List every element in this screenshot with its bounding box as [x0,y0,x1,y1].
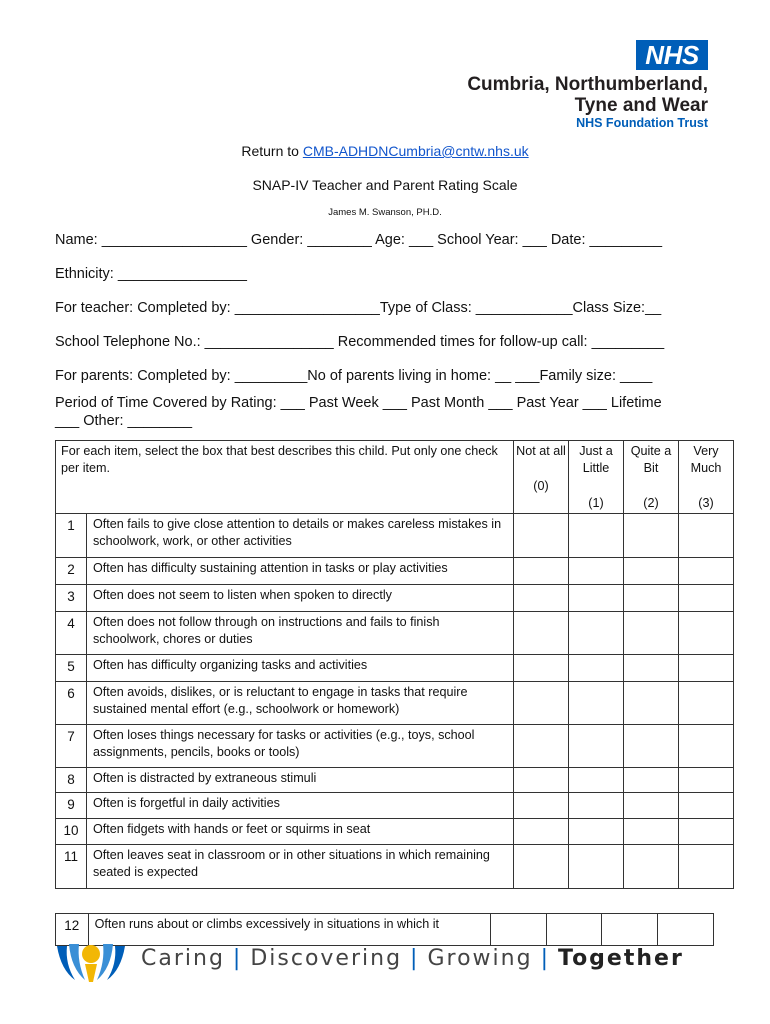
rating-box[interactable] [514,793,569,819]
option-code: (0) [533,479,549,493]
slogan-caring: Caring [141,946,225,971]
rating-box[interactable] [514,655,569,682]
item-text: Often fails to give close attention to details or makes careless mistakes in schoolwork, work, or other activities [87,514,514,558]
rating-box[interactable] [624,768,679,793]
field-line-teacher[interactable]: For teacher: Completed by: __________________Type of Class: ____________Class Size:__ [55,300,662,316]
footer-slogan [141,946,684,971]
option-code: (2) [643,496,659,510]
rating-box[interactable] [679,558,734,585]
item-number: 2 [56,558,87,585]
rating-box[interactable] [569,655,624,682]
form-title: SNAP-IV Teacher and Parent Rating Scale [252,177,518,193]
return-email-link[interactable]: CMB-ADHDNCumbria@cntw.nhs.uk [302,143,529,159]
rating-box[interactable] [679,793,734,819]
rating-box[interactable] [569,725,624,768]
field-line-period[interactable]: Period of Time Covered by Rating: ___ Past Week ___ Past Month ___ Past Year ___ Lifetime [55,395,662,411]
rating-box[interactable] [624,845,679,889]
item-text: Often runs about or climbs excessively in situations in which it [88,914,490,946]
item-number: 10 [56,819,87,845]
item-text: Often has difficulty sustaining attention in tasks or play activities [87,558,514,585]
rating-table [55,440,734,889]
item-text: Often leaves seat in classroom or in other situations in which remaining seated is expected [87,845,514,889]
slogan-discovering: Discovering [250,946,403,971]
rating-box[interactable] [624,793,679,819]
table-row [56,768,734,793]
rating-box[interactable] [624,819,679,845]
option-label: Just a Little [579,444,613,475]
item-number: 7 [56,725,87,768]
rating-box[interactable] [624,682,679,725]
table-row [56,914,714,946]
item-text: Often loses things necessary for tasks or activities (e.g., toys, school assignments, pencils, books or tools) [87,725,514,768]
rating-box[interactable] [514,514,569,558]
table-header-row [56,441,734,514]
option-header [514,441,569,514]
rating-box[interactable] [569,845,624,889]
slogan-separator: | [540,946,550,971]
nhs-logo-badge: NHS [636,40,708,70]
item-number: 3 [56,585,87,612]
instructions-cell [56,441,514,514]
rating-box[interactable] [679,682,734,725]
rating-box[interactable] [679,655,734,682]
rating-box[interactable] [624,612,679,655]
item-number: 4 [56,612,87,655]
rating-table-continued [55,913,714,946]
trust-name-line3: NHS Foundation Trust [576,116,708,130]
rating-box[interactable] [624,585,679,612]
field-line-other[interactable]: ___ Other: ________ [55,413,193,429]
rating-box[interactable] [514,768,569,793]
field-line-parents[interactable]: For parents: Completed by: _________No of parents living in home: __ ___Family size: ____ [55,368,653,384]
rating-box[interactable] [679,514,734,558]
item-number: 5 [56,655,87,682]
item-number: 8 [56,768,87,793]
trust-name-line1: Cumbria, Northumberland, [467,74,708,95]
item-number: 11 [56,845,87,889]
item-text: Often does not follow through on instructions and fails to finish schoolwork, chores or duties [87,612,514,655]
rating-box[interactable] [569,558,624,585]
item-text: Often fidgets with hands or feet or squirms in seat [87,819,514,845]
rating-box[interactable] [569,768,624,793]
rating-box[interactable] [569,793,624,819]
instructions-text: For each item, select the box that best describes this child. Put only one check per item. [61,444,498,475]
rating-box[interactable] [624,558,679,585]
rating-box[interactable] [514,558,569,585]
return-prefix: Return to [241,143,303,159]
slogan-separator: | [410,946,420,971]
table-row [56,682,734,725]
rating-box[interactable] [546,914,602,946]
field-line-name[interactable]: Name: __________________ Gender: ________ Age: ___ School Year: ___ Date: _________ [55,232,663,248]
rating-box[interactable] [569,585,624,612]
option-label: Quite a Bit [630,444,672,475]
rating-box[interactable] [679,612,734,655]
rating-box[interactable] [569,682,624,725]
option-code: (3) [698,496,714,510]
rating-box[interactable] [602,914,658,946]
rating-box[interactable] [514,845,569,889]
field-line-telephone[interactable]: School Telephone No.: ________________ Recommended times for follow-up call: _________ [55,334,665,350]
rating-box[interactable] [514,682,569,725]
rating-box[interactable] [490,914,546,946]
rating-box[interactable] [514,725,569,768]
rating-box[interactable] [514,612,569,655]
rating-box[interactable] [569,612,624,655]
item-text: Often is distracted by extraneous stimuli [87,768,514,793]
rating-box[interactable] [569,819,624,845]
option-label: Not at all [516,444,566,458]
rating-box[interactable] [569,514,624,558]
table-row [56,558,734,585]
item-number: 6 [56,682,87,725]
option-header [569,441,624,514]
rating-box[interactable] [679,585,734,612]
table-row [56,585,734,612]
rating-box[interactable] [679,819,734,845]
rating-box[interactable] [624,725,679,768]
rating-box[interactable] [679,768,734,793]
item-text: Often avoids, dislikes, or is reluctant to engage in tasks that require sustained mental effort (e.g., schoolwork or homework) [87,682,514,725]
item-text: Often has difficulty organizing tasks and activities [87,655,514,682]
table-row [56,655,734,682]
rating-box[interactable] [658,914,714,946]
trust-footer-logo-icon [55,940,127,984]
rating-box[interactable] [679,845,734,889]
option-header [624,441,679,514]
trust-name-line2: Tyne and Wear [574,95,708,116]
item-text: Often is forgetful in daily activities [87,793,514,819]
slogan-growing: Growing [427,946,533,971]
rating-box[interactable] [624,655,679,682]
rating-box[interactable] [514,585,569,612]
option-code: (1) [588,496,604,510]
item-text: Often does not seem to listen when spoken to directly [87,585,514,612]
table-row [56,612,734,655]
table-row [56,793,734,819]
option-label: Very Much [690,444,722,475]
field-line-ethnicity[interactable]: Ethnicity: ________________ [55,266,247,282]
slogan-together: Together [557,946,684,971]
rating-box[interactable] [679,725,734,768]
table-row [56,514,734,558]
rating-box[interactable] [624,514,679,558]
rating-box[interactable] [514,819,569,845]
item-number: 1 [56,514,87,558]
item-number: 9 [56,793,87,819]
option-header [679,441,734,514]
form-author: James M. Swanson, PH.D. [328,207,442,218]
return-line [0,143,770,159]
table-row [56,819,734,845]
table-row [56,725,734,768]
table-row [56,845,734,889]
slogan-separator: | [232,946,243,971]
item-number: 12 [56,914,89,946]
